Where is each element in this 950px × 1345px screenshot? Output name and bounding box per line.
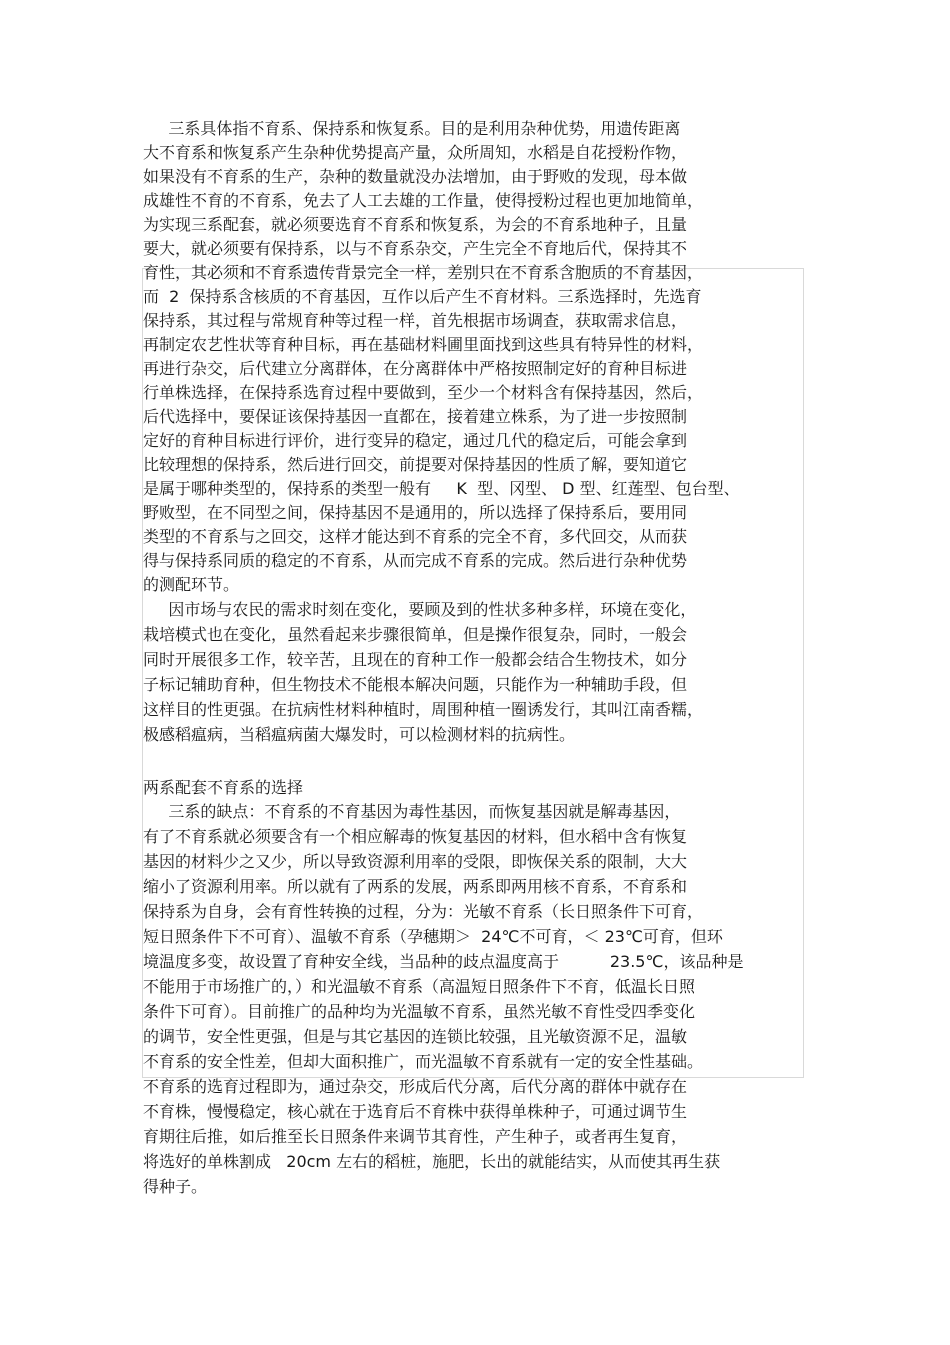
text-line: 再进行杂交，后代建立分离群体，在分离群体中严格按照制定好的育种目标进 xyxy=(143,359,688,378)
text-line: 得与保持系同质的稳定的不育系，从而完成不育系的完成。然后进行杂种优势 xyxy=(143,551,688,570)
text-line: 育期往后推，如后推至长日照条件来调节其育性，产生种子，或者再生复育， xyxy=(143,1127,688,1146)
text-line: 而 2 保持系含核质的不育基因，互作以后产生不育材料。三系选择时，先选育 xyxy=(143,287,702,306)
text-line: 不育株，慢慢稳定，核心就在于选育后不育株中获得单株种子，可通过调节生 xyxy=(143,1102,688,1121)
text-line: 同时开展很多工作，较辛苦，且现在的育种工作一般都会结合生物技术，如分 xyxy=(143,650,688,669)
text-line: 条件下可育）。目前推广的品种均为光温敏不育系，虽然光敏不育性受四季变化 xyxy=(143,1002,696,1021)
text-line: 短日照条件下不可育）、温敏不育系（孕穗期＞ 24℃不可育，＜ 23℃可育，但环 xyxy=(143,927,723,946)
text-line: 子标记辅助育种，但生物技术不能根本解决问题，只能作为一种辅助手段，但 xyxy=(143,675,688,694)
text-line: 的调节，安全性更强，但是与其它基因的连锁比较强，且光敏资源不足，温敏 xyxy=(143,1027,688,1046)
text-line: 境温度多变，故设置了育种安全线，当品种的歧点温度高于 23.5℃，该品种是 xyxy=(143,952,744,971)
section-title: 两系配套不育系的选择 xyxy=(143,778,304,797)
text-line: 基因的材料少之又少，所以导致资源利用率的受限，即恢保关系的限制，大大 xyxy=(143,852,688,871)
text-line: 保持系为自身，会有育性转换的过程，分为：光敏不育系（长日照条件下可育， xyxy=(143,902,704,921)
text-line: 行单株选择，在保持系选育过程中要做到，至少一个材料含有保持基因，然后， xyxy=(143,383,704,402)
text-line: 保持系，其过程与常规育种等过程一样，首先根据市场调查，获取需求信息， xyxy=(143,311,688,330)
text-line: 如果没有不育系的生产，杂种的数量就没办法增加，由于野败的发现，母本做 xyxy=(143,167,688,186)
text-line: 要大，就必须要有保持系，以与不育系杂交，产生完全不育地后代，保持其不 xyxy=(143,239,688,258)
text-line: 不育系的安全性差，但却大面积推广，而光温敏不育系就有一定的安全性基础。 xyxy=(143,1052,704,1071)
text-line: 的测配环节。 xyxy=(143,575,240,594)
text-line: 类型的不育系与之回交，这样才能达到不育系的完全不育，多代回交，从而获 xyxy=(143,527,688,546)
text-line: 野败型，在不同型之间，保持基因不是通用的，所以选择了保持系后，要用同 xyxy=(143,503,688,522)
text-line: 定好的育种目标进行评价，进行变异的稳定，通过几代的稳定后，可能会拿到 xyxy=(143,431,688,450)
text-line: 不能用于市场推广的，）和光温敏不育系（高温短日照条件下不育，低温长日照 xyxy=(143,977,696,996)
text-line: 后代选择中，要保证该保持基因一直都在，接着建立株系，为了进一步按照制 xyxy=(143,407,688,426)
text-line: 缩小了资源利用率。所以就有了两系的发展，两系即两用核不育系，不育系和 xyxy=(143,877,688,896)
text-line: 这样目的性更强。在抗病性材料种植时，周围种植一圈诱发行，其叫江南香糯， xyxy=(143,700,704,719)
text-line: 成雄性不育的不育系，免去了人工去雄的工作量，使得授粉过程也更加地简单， xyxy=(143,191,704,210)
text-line: 不育系的选育过程即为，通过杂交，形成后代分离，后代分离的群体中就存在 xyxy=(143,1077,688,1096)
text-line: 比较理想的保持系，然后进行回交，前提要对保持基因的性质了解，要知道它 xyxy=(143,455,688,474)
text-line: 三系具体指不育系、保持系和恢复系。目的是利用杂种优势，用遗传距离 xyxy=(143,119,681,138)
text-line: 育性，其必须和不育系遗传背景完全一样，差别只在不育系含胞质的不育基因， xyxy=(143,263,704,282)
text-line: 三系的缺点：不育系的不育基因为毒性基因，而恢复基因就是解毒基因， xyxy=(143,802,681,821)
text-line: 大不育系和恢复系产生杂种优势提高产量，众所周知，水稻是自花授粉作物， xyxy=(143,143,688,162)
text-line: 为实现三系配套，就必须要选育不育系和恢复系，为会的不育系地种子，且量 xyxy=(143,215,688,234)
text-line: 是属于哪种类型的，保持系的类型一般有 K 型、冈型、 D 型、红莲型、包台型、 xyxy=(143,479,740,498)
text-line: 栽培模式也在变化，虽然看起来步骤很简单，但是操作很复杂，同时，一般会 xyxy=(143,625,688,644)
text-line: 将选好的单株割成 20cm 左右的稻桩，施肥，长出的就能结实，从而使其再生获 xyxy=(143,1152,721,1171)
text-line: 得种子。 xyxy=(143,1177,208,1196)
text-line: 再制定农艺性状等育种目标，再在基础材料圃里面找到这些具有特异性的材料， xyxy=(143,335,704,354)
text-line: 极感稻瘟病，当稻瘟病菌大爆发时，可以检测材料的抗病性。 xyxy=(143,725,576,744)
text-line: 有了不育系就必须要含有一个相应解毒的恢复基因的材料，但水稻中含有恢复 xyxy=(143,827,688,846)
text-line: 因市场与农民的需求时刻在变化，要顾及到的性状多种多样，环境在变化， xyxy=(143,600,697,619)
